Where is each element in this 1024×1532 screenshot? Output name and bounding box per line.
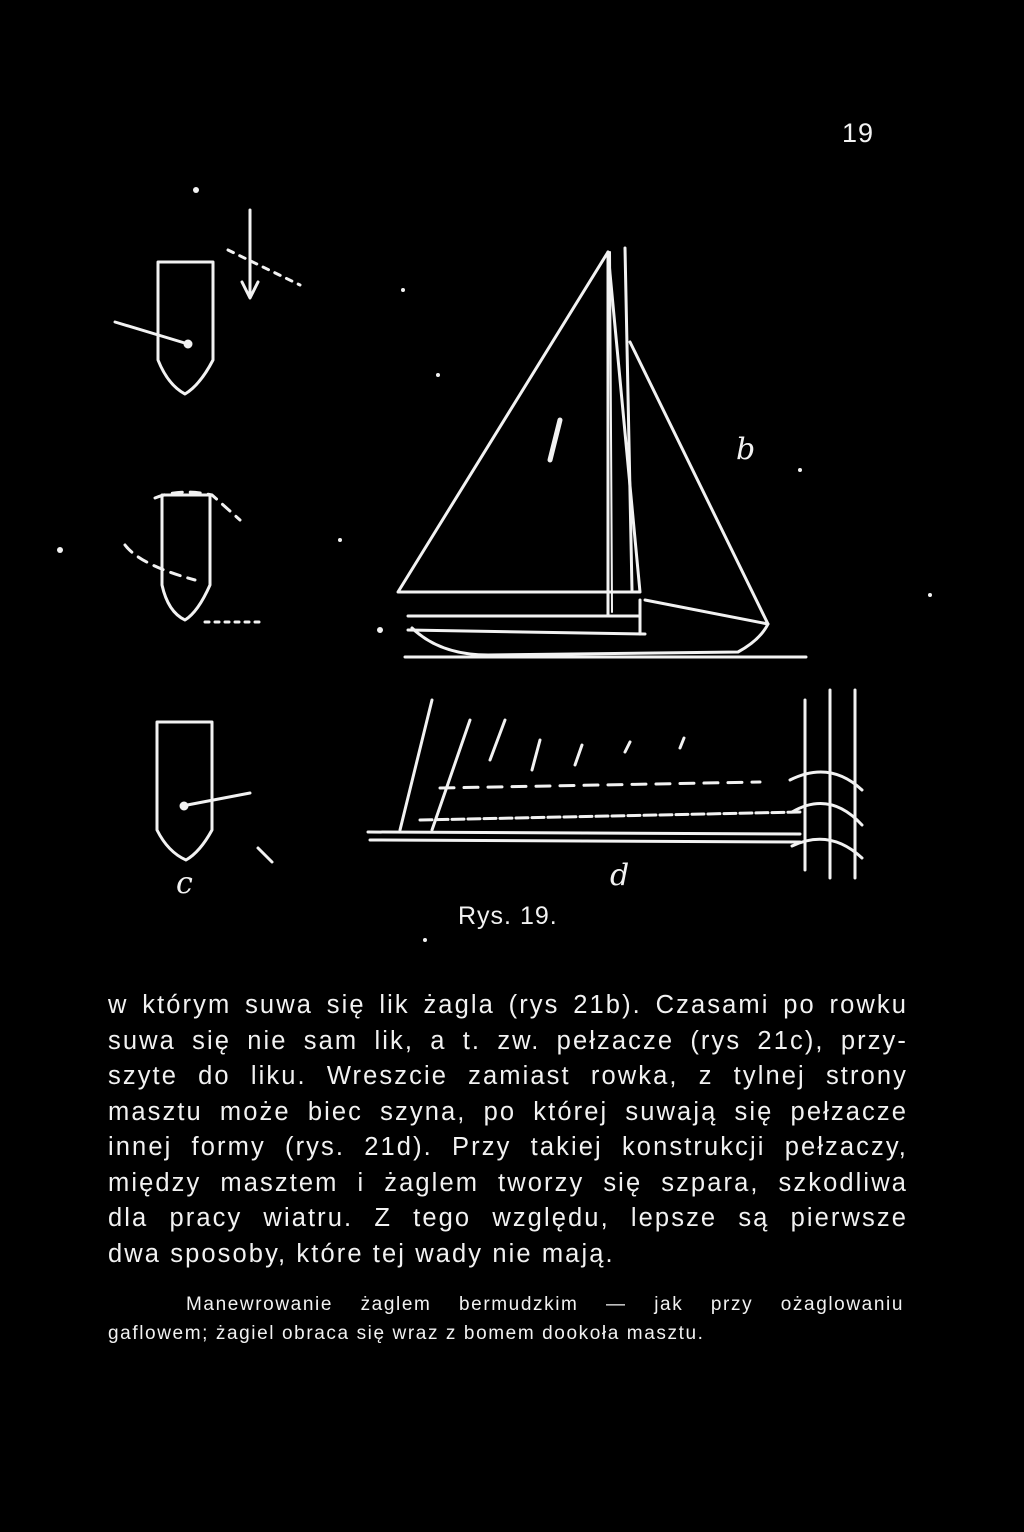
body-line: szyte do liku. Wreszcie zamiast rowka, z tylnej strony bbox=[108, 1062, 908, 1090]
figure-label-b: b bbox=[736, 432, 756, 467]
note-line: gaflowem; żagiel obraca się wraz z bomem dookoła masztu. bbox=[108, 1323, 705, 1344]
mast-track-diagram bbox=[368, 690, 862, 878]
body-line: dla pracy wiatru. Z tego względu, lepsze są pierwsze bbox=[108, 1204, 908, 1232]
body-line: suwa się nie sam lik, a t. zw. pełzacze (rys 21c), przy- bbox=[108, 1026, 908, 1055]
body-paragraph bbox=[108, 988, 908, 1272]
figure-label-c: c bbox=[176, 866, 193, 901]
body-line: masztu może biec szyna, po której suwają się pełzacze bbox=[108, 1097, 908, 1126]
body-line: innej formy (rys. 21d). Przy takiej konstrukcji pełzaczy, bbox=[108, 1133, 908, 1161]
body-line: między masztem i żaglem tworzy się szpara, szkodliwa bbox=[108, 1168, 908, 1197]
hull-diagram-middle bbox=[125, 492, 262, 622]
page-number: 19 bbox=[842, 118, 875, 148]
figure-label-d: d bbox=[610, 858, 630, 893]
note-line: Manewrowanie żaglem bermudzkim — jak przy ożaglowaniu bbox=[186, 1294, 904, 1315]
hull-diagram-bottom bbox=[157, 722, 272, 862]
body-line: w którym suwa się lik żagla (rys 21b). Czasami po rowku bbox=[108, 991, 908, 1019]
figure-caption: Rys. 19. bbox=[458, 902, 558, 930]
hull-diagram-top bbox=[115, 210, 300, 394]
note-paragraph bbox=[108, 1290, 904, 1348]
body-line: dwa sposoby, które tej wady nie mają. bbox=[108, 1239, 615, 1268]
